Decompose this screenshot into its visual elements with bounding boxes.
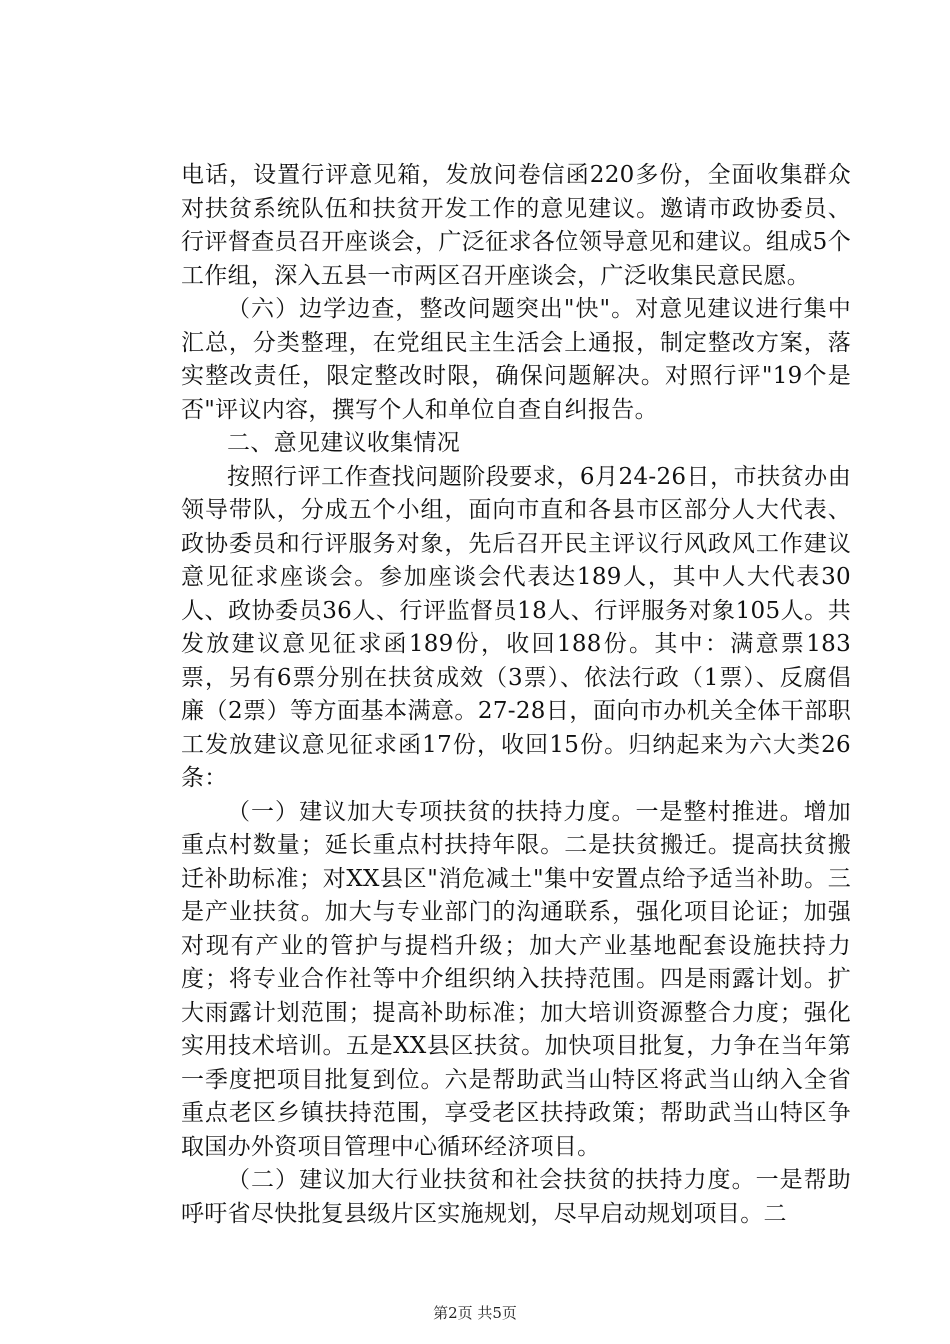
paragraph-suggestion-one: （一）建议加大专项扶贫的扶持力度。一是整村推进。增加重点村数量；延长重点村扶持年限。二是扶贫搬迁。提高扶贫搬迁补助标准；对XX县区"消危减土"集中安置点给予适当补助。三是产业扶贫。加大与专业部门的沟通联系，强化项目论证；加强对现有产业的管护与提档升级；加大产业基地配套设施扶持力度；将专业合作社等中介组织纳入扶持范围。四是雨露计划。扩大雨露计划范围；提高补助标准；加大培训资源整合力度；强化实用技术培训。五是XX县区扶贫。加快项目批复，力争在当年第一季度把项目批复到位。六是帮助武当山特区将武当山纳入全省重点老区乡镇扶持范围，享受老区扶持政策；帮助武当山特区争取国办外资项目管理中心循环经济项目。 [181,798,851,1160]
section-heading-two: 二、意见建议收集情况 [227,430,460,456]
paragraph-collection-summary: 按照行评工作查找问题阶段要求，6月24-26日，市扶贫办由领导带队，分成五个小组，面向市直和各县市区部分人大代表、政协委员和行评服务对象，先后召开民主评议行风政风工作建议意见征求座谈会。参加座谈会代表达189人，其中人大代表30人、政协委员36人、行评监督员18人、行评服务对象105人。共发放建议意见征求函189份，收回188份。其中：满意票183票，另有6票分别在扶贫成效（3票）、依法行政（1票）、反腐倡廉（2票）等方面基本满意。27-28日，面向市办机关全体干部职工发放建议意见征求函17份，收回15份。归纳起来为六大类26条： [181,463,851,791]
paragraph-section-six: （六）边学边查，整改问题突出"快"。对意见建议进行集中汇总，分类整理，在党组民主生活会上通报，制定整改方案，落实整改责任，限定整改时限，确保问题解决。对照行评"19个是否"评议内容，撰写个人和单位自查自纠报告。 [181,296,851,423]
page-number-footer: 第2页 共5页 [433,1304,517,1322]
paragraph-contact-collection: 电话，设置行评意见箱，发放问卷信函220多份，全面收集群众对扶贫系统队伍和扶贫开发工作的意见建议。邀请市政协委员、行评督查员召开座谈会，广泛征求各位领导意见和建议。组成5个工作组，深入五县一市两区召开座谈会，广泛收集民意民愿。 [181,162,851,289]
paragraph-suggestion-two: （二）建议加大行业扶贫和社会扶贫的扶持力度。一是帮助呼吁省尽快批复县级片区实施规划，尽早启动规划项目。二 [181,1167,851,1227]
document-body [181,159,851,1231]
